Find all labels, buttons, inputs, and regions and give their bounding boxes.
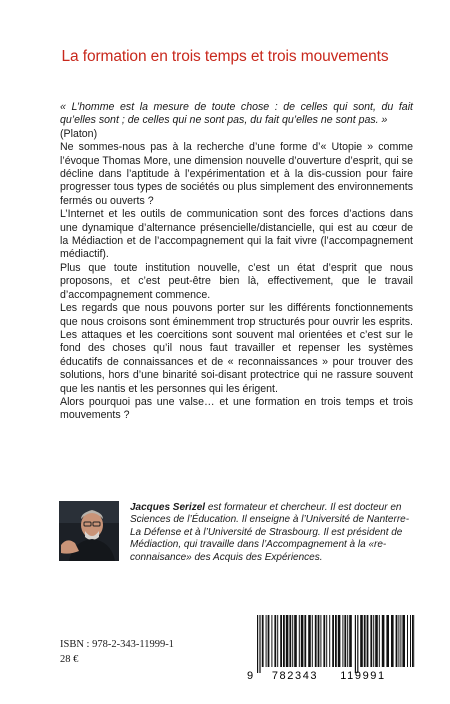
isbn: ISBN : 978-2-343-11999-1 [60, 639, 174, 650]
paragraph: Alors pourquoi pas une valse… et une formation en trois temps et trois mouvements ? [60, 395, 413, 422]
epigraph-author: (Platon) [60, 127, 98, 140]
epigraph-quote: « L’homme est la mesure de toute chose : de celles qui sont, du fait qu’elles sont ; de celles qui ne sont pas, du fait qu’elles ne sont pas. » [60, 101, 413, 127]
paragraph: Ne sommes-nous pas à la recherche d’une forme d’« Utopie » comme l’évoque Thomas More, une dimension nouvelle d’ouverture d’esprit, qui se décline dans l’aptitude à l’expérimentation et à la dis-cussion pour faire progresser tous types de sociétés ou plus simplement des environnements fermés ou ouverts ? [60, 141, 413, 207]
barcode-digits-left: 782343 [271, 670, 319, 681]
author-bio [130, 502, 413, 564]
back-cover-text [60, 101, 413, 423]
paragraph: Plus que toute institution nouvelle, c’est un état d’esprit que nous proposons, et c’est peut-être bien là, effectivement, que le travail d’accompagnement commence. [60, 261, 413, 301]
barcode-bars [257, 615, 415, 673]
author-name: Jacques Serizel [130, 502, 206, 513]
barcode-digit-lead: 9 [247, 670, 254, 681]
paragraph: Les regards que nous pouvons porter sur les différents fonctionnements que nous croisons sont éminemment trop structurés pour ouvrir les esprits. Les attaques et les coercitions sont souvent mal orientées et c’est sur le fond des choses qu’il nous faut travailler et repenser les systèmes éducatifs de connaissances et de « reconnaissances » pour trouver des solutions, hors d’une binarité soi-disant protectrice qui ne rassure souvent que les nantis et les personnes qui les érigent. [60, 302, 413, 395]
book-title: La formation en trois temps et trois mouvements [61, 48, 389, 65]
author-photo [59, 501, 119, 561]
barcode-digits-right: 119991 [340, 670, 386, 681]
price: 28 € [60, 654, 79, 665]
barcode [245, 613, 415, 681]
author-bio-text: est formateur et chercheur. Il est docteur en Sciences de l’Éducation. Il enseigne à l’Université de Nanterre-La Défense et à l’Université de Strasbourg. Il est président de Médiaction, qui travaille dans l’Accompagnement à la «re-connaisance» des Acquis des Expériences. [130, 502, 410, 563]
paragraph: L’Internet et les outils de communication sont des forces d’actions dans une dynamique d’alternance présencielle/distancielle, qui est au cœur de la Médiaction et de l’accompagnement qui la fait vivre (l’accompagnement médiactif). [60, 208, 413, 261]
